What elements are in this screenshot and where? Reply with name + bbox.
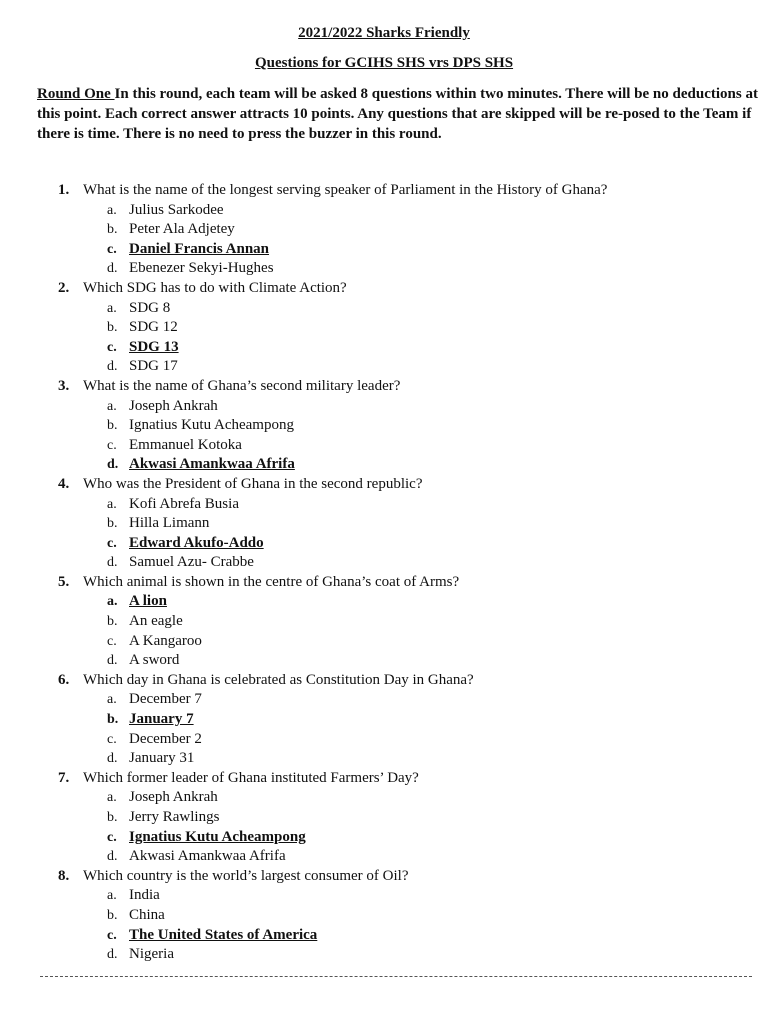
option-text: SDG 17 [129, 358, 178, 375]
option-text: Emmanuel Kotoka [129, 436, 242, 453]
question-item [0, 377, 768, 397]
question-item [0, 867, 768, 887]
option-text: The United States of America [129, 926, 318, 943]
answer-option [0, 749, 768, 769]
question-text: What is the name of Ghana’s second military leader? [83, 377, 401, 394]
question-text: Which animal is shown in the centre of Ghana’s coat of Arms? [83, 573, 460, 590]
option-letter: d. [107, 555, 118, 571]
answer-option-correct [0, 534, 768, 554]
option-letter: b. [107, 222, 118, 238]
option-text: Akwasi Amankwaa Afrifa [129, 848, 286, 865]
option-letter: c. [107, 731, 117, 747]
option-letter: b. [107, 516, 118, 532]
option-text: A sword [129, 652, 180, 669]
question-text: Which former leader of Ghana instituted Farmers’ Day? [83, 769, 419, 786]
answer-option [0, 886, 768, 906]
answer-option [0, 553, 768, 573]
answer-option [0, 259, 768, 279]
question-item [0, 573, 768, 593]
answer-option [0, 730, 768, 750]
option-text: SDG 8 [129, 299, 171, 316]
question-number: 1. [58, 182, 70, 198]
question-number: 6. [58, 671, 70, 688]
option-letter: c. [107, 437, 117, 453]
answer-option [0, 690, 768, 710]
option-letter: a. [107, 594, 118, 610]
option-letter: c. [107, 241, 117, 257]
answer-option-correct [0, 926, 768, 946]
option-text: SDG 13 [129, 338, 179, 355]
answer-option-correct [0, 828, 768, 848]
option-letter: a. [107, 888, 117, 904]
answer-option [0, 808, 768, 828]
question-number: 7. [58, 769, 70, 786]
answer-option [0, 632, 768, 652]
question-number: 2. [58, 279, 70, 296]
option-text: December 7 [129, 691, 202, 708]
question-number: 5. [58, 573, 70, 590]
option-letter: b. [107, 907, 118, 923]
answer-option [0, 847, 768, 867]
answer-option [0, 220, 768, 240]
answer-option [0, 788, 768, 808]
option-text: Ebenezer Sekyi-Hughes [129, 260, 274, 277]
question-list [0, 181, 768, 965]
round-label: Round One [37, 86, 115, 102]
option-letter: b. [107, 320, 118, 336]
option-letter: c. [107, 535, 117, 551]
question-item [0, 181, 768, 201]
option-text: Edward Akufo-Addo [129, 534, 264, 551]
question-text: Which SDG has to do with Climate Action? [83, 279, 347, 296]
option-text: Peter Ala Adjetey [129, 221, 235, 238]
option-text: Ignatius Kutu Acheampong [129, 828, 306, 845]
option-letter: b. [107, 810, 118, 825]
option-text: Joseph Ankrah [129, 397, 218, 414]
question-number: 4. [58, 475, 70, 492]
option-letter: a. [107, 202, 117, 218]
option-letter: b. [107, 418, 118, 434]
answer-option [0, 495, 768, 515]
option-letter: b. [107, 712, 119, 728]
dashed-divider [40, 976, 752, 977]
answer-option [0, 945, 768, 965]
option-text: Hilla Limann [129, 515, 210, 532]
answer-option-correct [0, 240, 768, 260]
answer-option-correct [0, 455, 768, 475]
option-letter: a. [107, 398, 117, 414]
question-item [0, 279, 768, 299]
answer-option [0, 612, 768, 632]
question-item [0, 475, 768, 495]
question-text: Which day in Ghana is celebrated as Constitution Day in Ghana? [83, 671, 474, 688]
question-text: Which country is the world’s largest consumer of Oil? [83, 867, 409, 884]
option-text: Samuel Azu- Crabbe [129, 554, 254, 571]
option-text: China [129, 906, 165, 923]
answer-option-correct [0, 338, 768, 358]
question-item [0, 671, 768, 691]
document-subtitle: Questions for GCIHS SHS vrs DPS SHS [254, 55, 514, 71]
option-letter: c. [107, 633, 117, 649]
option-text: A lion [129, 593, 167, 610]
option-text: SDG 12 [129, 319, 178, 336]
option-text: Joseph Ankrah [129, 789, 218, 806]
option-letter: a. [107, 496, 117, 512]
option-letter: c. [107, 927, 117, 943]
option-letter: c. [107, 829, 117, 845]
question-number: 8. [58, 867, 70, 884]
document-title: 2021/2022 Sharks Friendly [298, 25, 470, 41]
answer-option [0, 318, 768, 338]
option-text: Akwasi Amankwaa Afrifa [129, 456, 295, 473]
option-text: December 2 [129, 730, 202, 747]
question-item [0, 769, 768, 789]
option-text: India [129, 887, 160, 904]
option-text: Jerry Rawlings [129, 809, 220, 825]
option-text: Daniel Francis Annan [129, 240, 270, 257]
option-letter: d. [107, 653, 118, 669]
option-text: January 7 [129, 711, 194, 728]
option-letter: a. [107, 790, 117, 806]
answer-option [0, 397, 768, 417]
answer-option [0, 299, 768, 319]
option-letter: d. [107, 457, 119, 473]
answer-option [0, 416, 768, 436]
option-letter: d. [107, 261, 118, 277]
option-letter: d. [107, 359, 118, 375]
question-number: 3. [58, 377, 70, 394]
round-intro [37, 84, 762, 144]
option-letter: b. [107, 614, 118, 630]
option-letter: d. [107, 751, 118, 767]
option-text: Nigeria [129, 946, 174, 963]
question-text: What is the name of the longest serving speaker of Parliament in the History of Ghana? [83, 182, 608, 198]
answer-option [0, 651, 768, 671]
option-text: Ignatius Kutu Acheampong [129, 417, 294, 434]
answer-option [0, 201, 768, 221]
answer-option-correct [0, 710, 768, 730]
question-text: Who was the President of Ghana in the second republic? [83, 475, 423, 492]
option-letter: a. [107, 300, 117, 316]
answer-option [0, 906, 768, 926]
answer-option [0, 357, 768, 377]
answer-option [0, 436, 768, 456]
option-text: January 31 [129, 750, 195, 767]
option-letter: d. [107, 849, 118, 865]
option-text: An eagle [129, 613, 183, 630]
option-text: Julius Sarkodee [129, 201, 224, 218]
option-text: Kofi Abrefa Busia [129, 495, 239, 512]
option-letter: a. [107, 692, 117, 708]
answer-option [0, 514, 768, 534]
round-instructions: In this round, each team will be asked 8 questions within two minutes. There will be no deductions at this point. Each correct answer attracts 10 points. Any questions that are skipped will be re-posed to the Team if there is time. There is no need to press the buzzer in this round. [37, 86, 758, 142]
option-letter: c. [107, 339, 117, 355]
answer-option-correct [0, 592, 768, 612]
option-letter: d. [107, 947, 118, 963]
option-text: A Kangaroo [129, 632, 202, 649]
